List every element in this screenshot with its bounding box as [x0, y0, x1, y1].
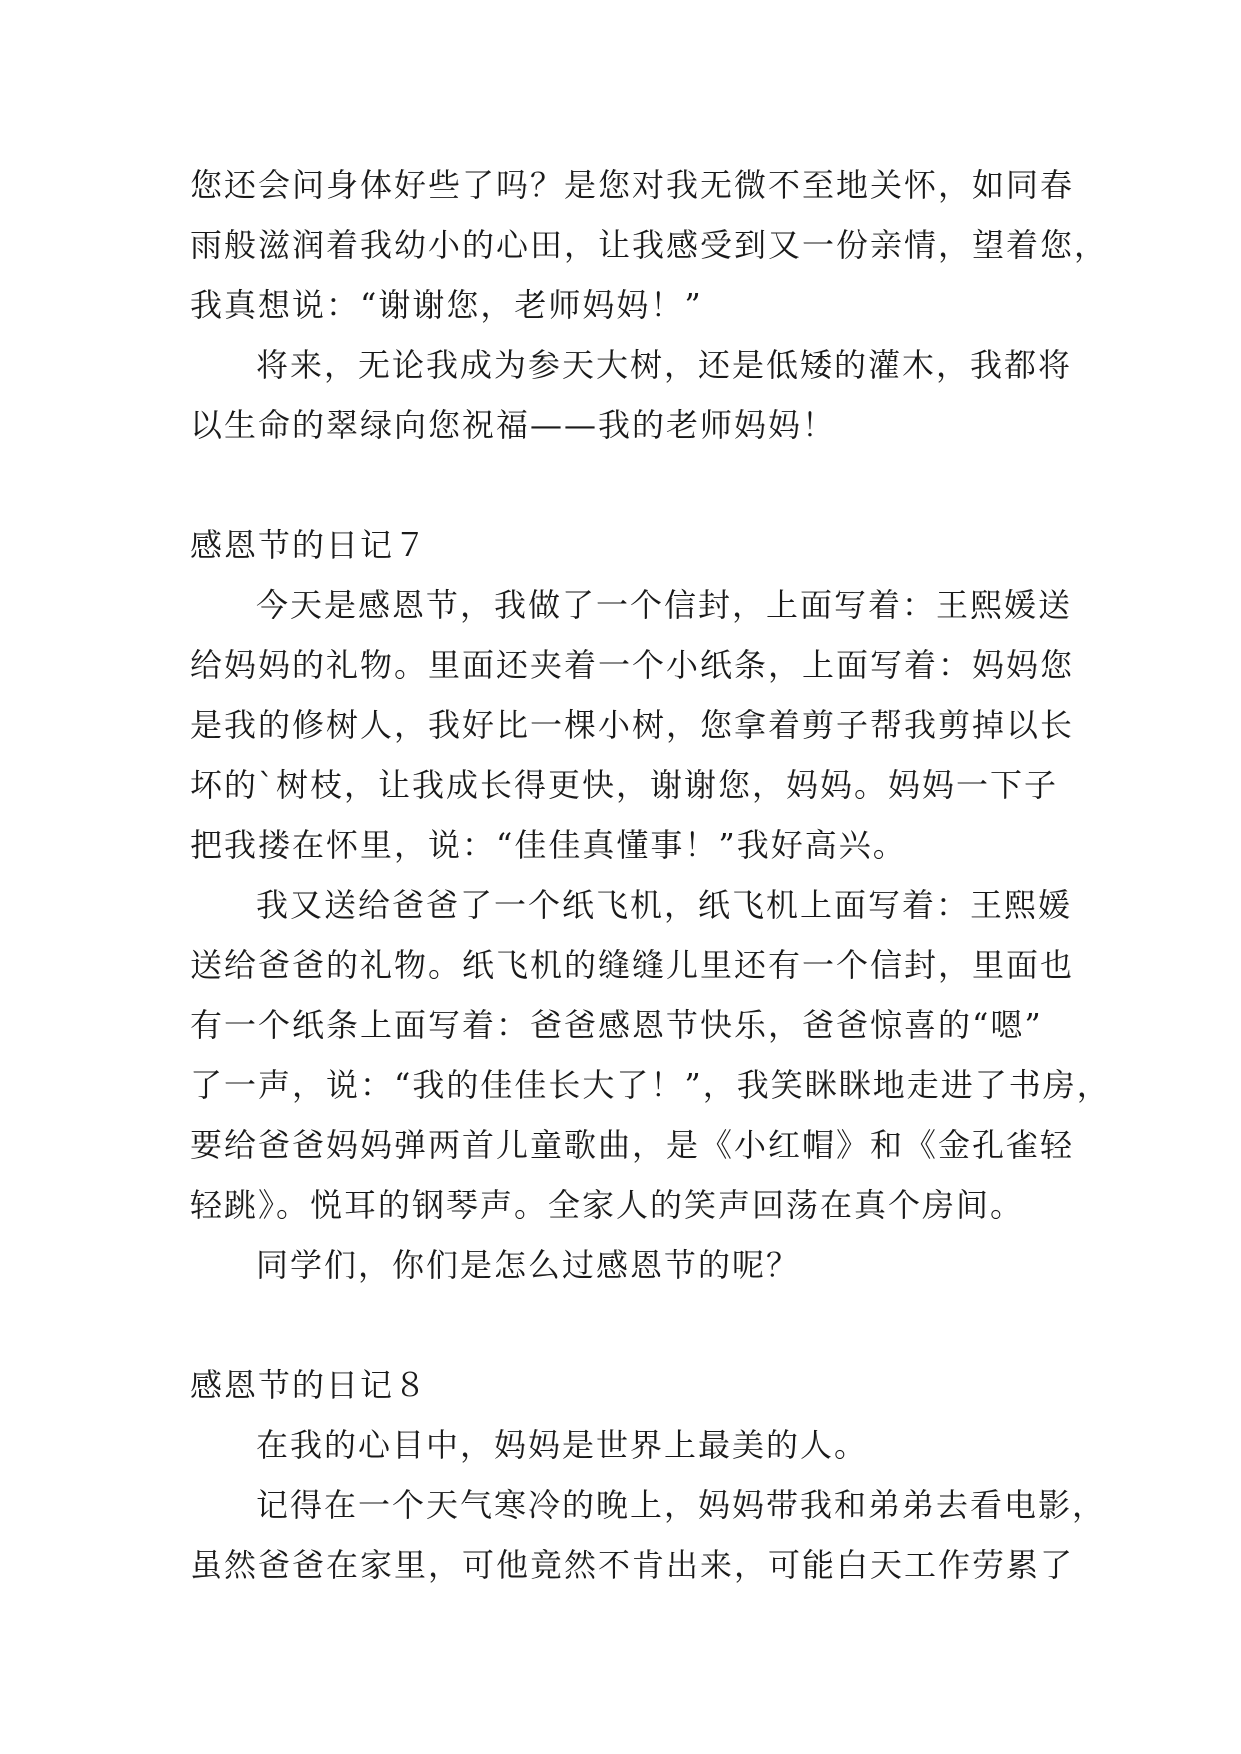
paragraph — [190, 575, 1075, 875]
text-line: 给妈妈的礼物。里面还夹着一个小纸条，上面写着：妈妈您 — [190, 646, 1075, 684]
paragraph — [190, 875, 1111, 1235]
text-line: 今天是感恩节，我做了一个信封，上面写着：王熙媛送 — [256, 586, 1073, 624]
text-line: 虽然爸爸在家里，可他竟然不肯出来，可能白天工作劳累了 — [190, 1546, 1075, 1584]
text-line: 轻跳》。悦耳的钢琴声。全家人的笑声回荡在真个房间。 — [190, 1186, 1025, 1224]
text-line: 我真想说：“谢谢您，老师妈妈！” — [190, 286, 703, 324]
text-line: 将来，无论我成为参天大树，还是低矮的灌木，我都将 — [256, 346, 1073, 384]
text-line: 我又送给爸爸了一个纸飞机，纸飞机上面写着：王熙媛 — [256, 886, 1073, 924]
text-line: 是我的修树人，我好比一棵小树，您拿着剪子帮我剪掉以长 — [190, 706, 1075, 744]
text-line: 了一声，说：“我的佳佳长大了！”，我笑眯眯地走进了书房， — [190, 1066, 1111, 1104]
paragraph-continuation — [190, 155, 1109, 335]
text-line: 坏的`树枝，让我成长得更快，谢谢您，妈妈。妈妈一下子 — [190, 766, 1059, 804]
section-title: 感恩节的日记８ — [190, 1366, 429, 1404]
paragraph — [190, 1415, 1060, 1475]
text-line: 您还会问身体好些了吗？是您对我无微不至地关怀，如同春 — [190, 166, 1075, 204]
text-line: 记得在一个天气寒冷的晚上，妈妈带我和弟弟去看电影， — [256, 1486, 1107, 1524]
text-line: 以生命的翠绿向您祝福——我的老师妈妈！ — [190, 406, 837, 444]
text-line: 送给爸爸的礼物。纸飞机的缝缝儿里还有一个信封，里面也 — [190, 946, 1075, 984]
paragraph — [190, 1235, 1060, 1295]
section-title: 感恩节的日记７ — [190, 526, 429, 564]
paragraph-closing — [190, 335, 1073, 455]
text-line: 把我搂在怀里，说：“佳佳真懂事！”我好高兴。 — [190, 826, 907, 864]
text-line: 有一个纸条上面写着：爸爸感恩节快乐，爸爸惊喜的“嗯” — [190, 1006, 1043, 1044]
text-line: 在我的心目中，妈妈是世界上最美的人。 — [256, 1426, 869, 1464]
paragraph — [190, 1475, 1107, 1595]
text-line: 要给爸爸妈妈弹两首儿童歌曲，是《小红帽》和《金孔雀轻 — [190, 1126, 1075, 1164]
document-body — [190, 155, 1111, 1595]
text-line: 雨般滋润着我幼小的心田，让我感受到又一份亲情，望着您， — [190, 226, 1109, 264]
text-line: 同学们，你们是怎么过感恩节的呢？ — [256, 1246, 801, 1284]
